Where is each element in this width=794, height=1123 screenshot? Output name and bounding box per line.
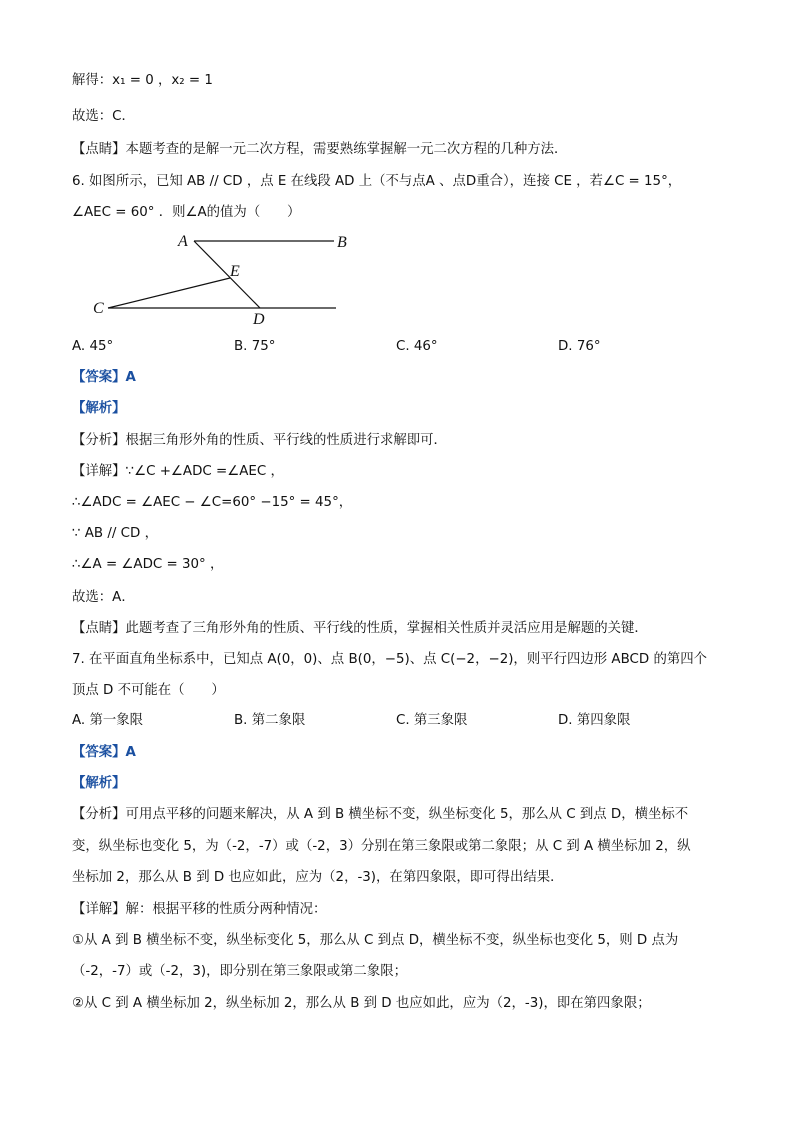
label-c: C — [93, 300, 104, 317]
choice-7-d: D. 第四象限 — [558, 713, 631, 728]
question-6-line-1: 6. 如图所示，已知 AB // CD ，点 E 在线段 AD 上（不与点A 、点D重合），连接 CE ，若∠C = 15°， — [72, 174, 682, 189]
analysis-6-summary: 【分析】根据三角形外角的性质、平行线的性质进行求解即可． — [72, 433, 447, 448]
choice-6-c: C. 46° — [396, 339, 438, 354]
detail-7-line-4: ②从 C 到 A 横坐标加 2，纵坐标加 2，那么从 B 到 D 也应如此，应为（2，-3)，即在第四象限； — [72, 996, 651, 1011]
label-a: A — [178, 233, 188, 250]
analysis-6-heading: 【解析】 — [72, 401, 126, 416]
detail-7-line-3: （-2，-7）或（-2，3)，即分别在第三象限或第二象限； — [72, 964, 407, 979]
choice-7-c: C. 第三象限 — [396, 713, 468, 728]
detail-6-line-1: 【详解】∵∠C +∠ADC =∠AEC ， — [72, 464, 284, 479]
line-solve-result: 解得：x₁ = 0 ，x₂ = 1 — [72, 73, 213, 88]
question-7-line-2: 顶点 D 不可能在（ ） — [72, 683, 225, 698]
answer-7: 【答案】A — [72, 745, 136, 760]
detail-7-line-2: ①从 A 到 B 横坐标不变，纵坐标变化 5，那么从 C 到点 D，横坐标不变，纵坐标也变化 5，则 D 点为 — [72, 933, 679, 948]
choice-7-b: B. 第二象限 — [234, 713, 306, 728]
label-e: E — [230, 263, 240, 280]
analysis-7-line-1: 【分析】可用点平移的问题来解决，从 A 到 B 横坐标不变，纵坐标变化 5，那么从 C 到点 D，横坐标不 — [72, 807, 689, 822]
detail-6-line-3: ∵ AB // CD ， — [72, 526, 158, 541]
detail-6-line-4: ∴∠A = ∠ADC = 30° ， — [72, 557, 224, 572]
analysis-7-heading: 【解析】 — [72, 776, 126, 791]
detail-6-line-2: ∴∠ADC = ∠AEC − ∠C=60° −15° = 45°， — [72, 495, 353, 510]
line-ad — [194, 241, 260, 308]
label-b: B — [337, 234, 347, 251]
choice-6-a: A. 45° — [72, 339, 114, 354]
line-comment-5: 【点睛】本题考查的是解一元二次方程，需要熟练掌握解一元二次方程的几种方法． — [72, 142, 568, 157]
choose-6: 故选：A． — [72, 590, 135, 605]
geometry-figure — [88, 228, 368, 328]
question-6-line-2: ∠AEC = 60° ．则∠A的值为（ ） — [72, 205, 301, 220]
label-d: D — [253, 311, 265, 328]
question-7-line-1: 7. 在平面直角坐标系中，已知点 A(0，0)、点 B(0，−5)、点 C(−2，−2)，则平行四边形 ABCD 的第四个 — [72, 652, 708, 667]
choice-6-b: B. 75° — [234, 339, 276, 354]
line-ce — [108, 278, 230, 308]
choice-7-a: A. 第一象限 — [72, 713, 143, 728]
answer-6: 【答案】A — [72, 370, 136, 385]
detail-7-line-1: 【详解】解：根据平移的性质分两种情况： — [72, 902, 327, 917]
analysis-7-line-3: 坐标加 2，那么从 B 到 D 也应如此，应为（2，-3)，在第四象限，即可得出结果． — [72, 870, 564, 885]
comment-6: 【点睛】此题考查了三角形外角的性质、平行线的性质，掌握相关性质并灵活应用是解题的关键． — [72, 621, 648, 636]
line-choose-c: 故选：C． — [72, 109, 135, 124]
choice-6-d: D. 76° — [558, 339, 601, 354]
analysis-7-line-2: 变，纵坐标也变化 5，为（-2，-7）或（-2，3）分别在第三象限或第二象限；从 C 到 A 横坐标加 2，纵 — [72, 839, 691, 854]
